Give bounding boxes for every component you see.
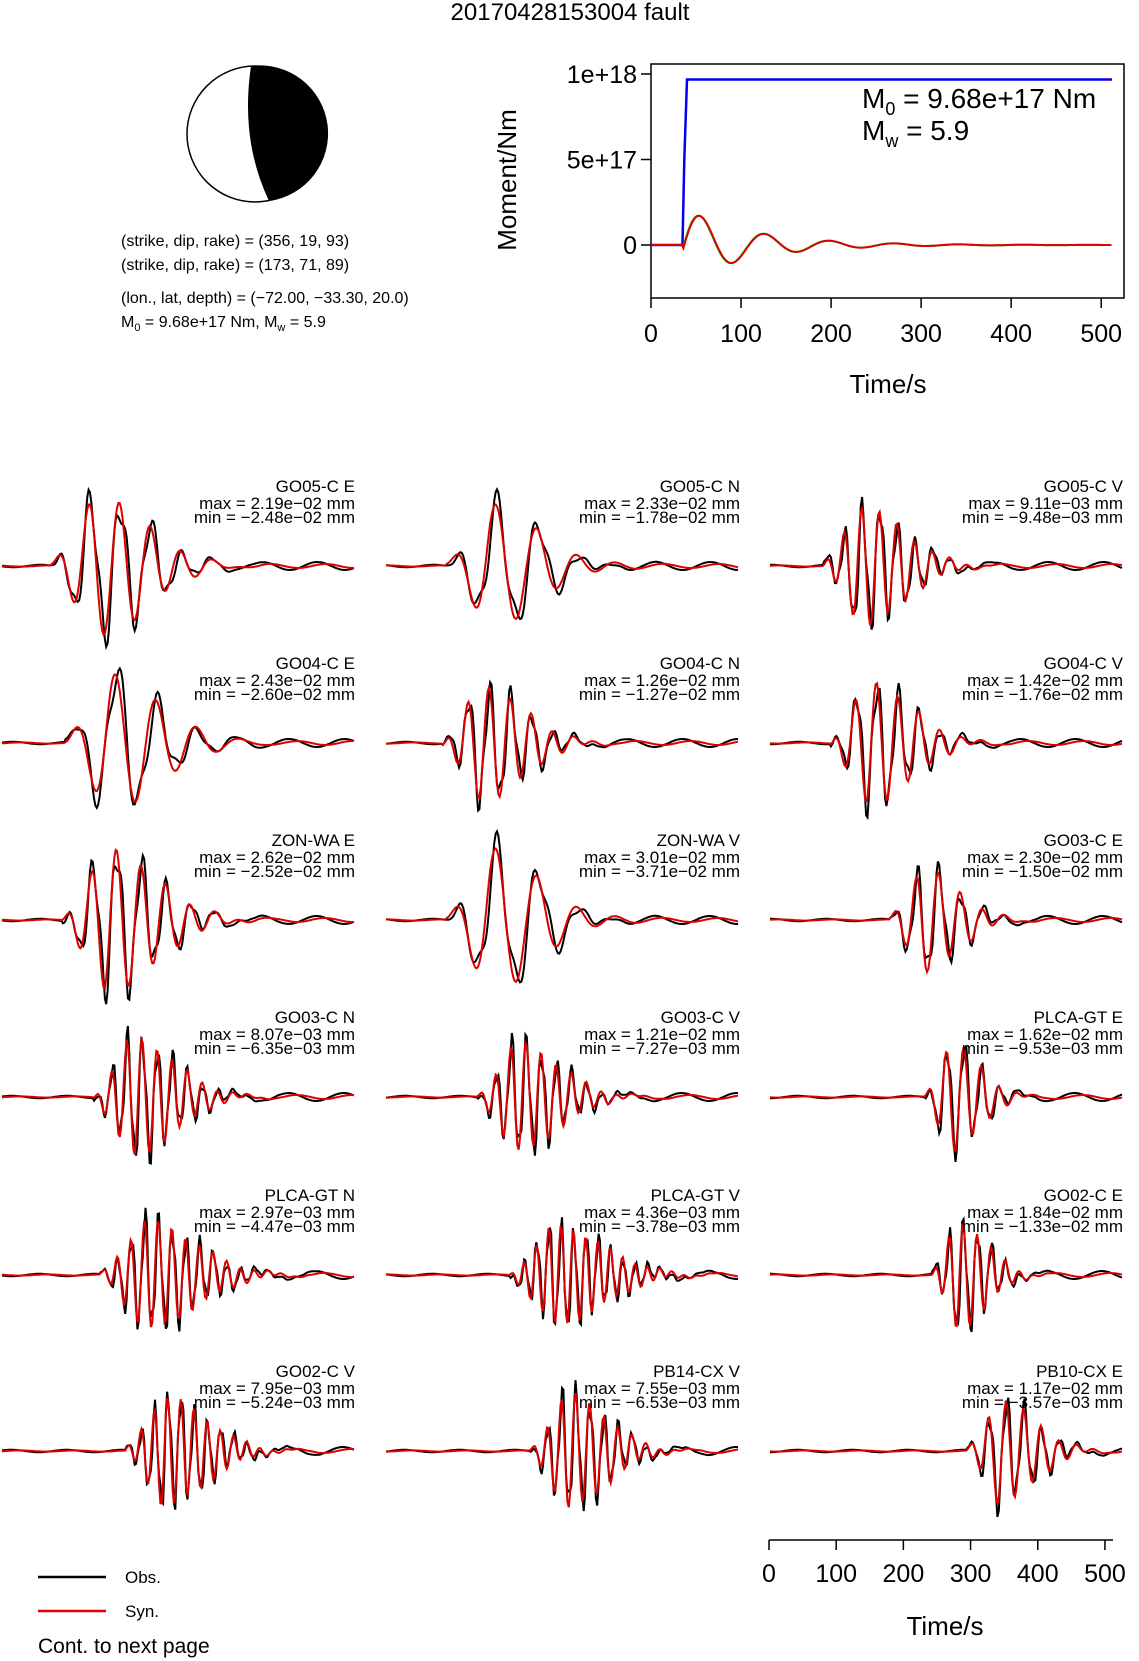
trace-max-label: max = 1.21e−02 mm xyxy=(584,1025,740,1044)
trace-max-label: max = 2.33e−02 mm xyxy=(584,494,740,513)
moment-m0-value: = 9.68e+17 Nm xyxy=(895,83,1097,114)
moment-xtick-label: 100 xyxy=(720,320,762,348)
mechanism-moment xyxy=(121,314,326,334)
trace-station-label: GO05-C N xyxy=(659,477,740,496)
time-axis-tick-label: 0 xyxy=(762,1560,776,1588)
trace-panel xyxy=(770,654,1124,817)
trace-panel xyxy=(770,477,1124,630)
moment-xtick-label: 0 xyxy=(644,320,658,348)
trace-panel xyxy=(386,1362,741,1511)
trace-panel xyxy=(2,1186,355,1332)
trace-station-label: GO05-C V xyxy=(1043,477,1123,496)
time-axis-tick-label: 500 xyxy=(1084,1560,1126,1588)
trace-observed xyxy=(770,1047,1122,1162)
trace-synthetic xyxy=(770,1225,1122,1327)
trace-max-label: max = 9.11e−03 mm xyxy=(968,494,1123,513)
moment-mw-subscript: w xyxy=(885,131,899,151)
trace-min-label: min = −1.78e−02 mm xyxy=(578,508,740,527)
trace-synthetic xyxy=(2,1221,354,1327)
trace-panel xyxy=(2,654,355,808)
waveform-time-axis xyxy=(762,1540,1126,1588)
trace-station-label: GO03-C V xyxy=(660,1008,740,1027)
trace-min-label: min = −3.71e−02 mm xyxy=(578,862,740,881)
trace-station-label: GO03-C E xyxy=(1043,831,1123,850)
trace-panel xyxy=(2,831,355,1004)
trace-max-label: max = 7.55e−03 mm xyxy=(584,1379,740,1398)
trace-panel xyxy=(770,831,1123,972)
trace-max-label: max = 3.01e−02 mm xyxy=(584,848,740,867)
trace-station-label: PLCA-GT N xyxy=(264,1186,355,1205)
trace-min-label: min = −2.60e−02 mm xyxy=(193,685,355,704)
trace-max-label: max = 1.62e−02 mm xyxy=(967,1025,1123,1044)
moment-xtick-label: 300 xyxy=(900,320,942,348)
moment-xtick-label: 500 xyxy=(1080,320,1123,348)
trace-max-label: max = 2.62e−02 mm xyxy=(199,848,355,867)
trace-station-label: GO04-C N xyxy=(659,654,740,673)
trace-station-label: GO03-C N xyxy=(274,1008,355,1027)
trace-max-label: max = 2.30e−02 mm xyxy=(967,848,1123,867)
mechanism-plane2: (strike, dip, rake) = (173, 71, 89) xyxy=(121,257,350,274)
trace-max-label: max = 1.84e−02 mm xyxy=(967,1203,1123,1222)
trace-panel xyxy=(2,1008,355,1164)
moment-rate-line-1 xyxy=(651,216,1112,264)
trace-panel xyxy=(386,477,740,619)
trace-min-label: min = −5.24e−03 mm xyxy=(193,1393,355,1412)
time-axis-tick-label: 300 xyxy=(949,1560,992,1588)
trace-min-label: min = −9.48e−03 mm xyxy=(961,508,1123,527)
moment-m0-subscript: 0 xyxy=(885,99,896,119)
trace-min-label: min = −7.27e−03 mm xyxy=(578,1039,740,1058)
trace-panel xyxy=(770,1008,1123,1162)
moment-m0-symbol: M xyxy=(862,83,886,114)
trace-max-label: max = 2.97e−03 mm xyxy=(199,1203,355,1222)
trace-station-label: ZON-WA V xyxy=(656,831,740,850)
moment-rate-line-2 xyxy=(651,216,1112,263)
trace-station-label: GO04-C E xyxy=(275,654,355,673)
trace-station-label: GO02-C V xyxy=(275,1362,355,1381)
trace-min-label: min = −3.78e−03 mm xyxy=(578,1217,740,1236)
trace-panel xyxy=(2,1362,356,1510)
time-axis-tick-label: 400 xyxy=(1016,1560,1059,1588)
moment-mw-symbol: M xyxy=(862,115,886,146)
trace-synthetic xyxy=(386,1043,738,1150)
moment-xtick-label: 400 xyxy=(990,320,1033,348)
trace-min-label: min = −2.48e−02 mm xyxy=(193,508,355,527)
trace-station-label: PB10-CX E xyxy=(1036,1362,1123,1381)
moment-chart xyxy=(492,61,1124,399)
trace-min-label: min = −1.76e−02 mm xyxy=(961,685,1123,704)
time-axis-tick-label: 200 xyxy=(882,1560,925,1588)
mw-subscript: w xyxy=(277,322,286,334)
trace-min-label: min = −6.53e−03 mm xyxy=(578,1393,740,1412)
moment-ylabel: Moment/Nm xyxy=(492,109,522,251)
trace-min-label: min = −1.33e−02 mm xyxy=(961,1217,1123,1236)
trace-min-label: min = −3.57e−03 mm xyxy=(961,1393,1123,1412)
moment-xtick-label: 200 xyxy=(810,320,852,348)
trace-station-label: GO02-C E xyxy=(1043,1186,1123,1205)
trace-panel xyxy=(386,1186,741,1325)
trace-station-label: GO05-C E xyxy=(275,477,355,496)
moment-ytick-label: 1e+18 xyxy=(566,61,637,89)
trace-min-label: min = −1.27e−02 mm xyxy=(578,685,740,704)
trace-min-label: min = −6.35e−03 mm xyxy=(193,1039,355,1058)
legend xyxy=(38,1568,161,1621)
moment-text: = 9.68e+17 Nm, M xyxy=(140,314,278,331)
legend-syn-label: Syn. xyxy=(125,1602,160,1621)
trace-min-label: min = −2.52e−02 mm xyxy=(193,862,355,881)
figure-title: 20170428153004 fault xyxy=(450,0,690,26)
trace-max-label: max = 2.19e−02 mm xyxy=(199,494,355,513)
trace-panel xyxy=(386,831,741,982)
trace-station-label: GO04-C V xyxy=(1043,654,1123,673)
trace-synthetic xyxy=(386,1226,738,1323)
trace-max-label: max = 8.07e−03 mm xyxy=(199,1025,355,1044)
trace-panel xyxy=(2,477,355,647)
waveform-grid xyxy=(2,477,1124,1517)
trace-panel xyxy=(386,1008,741,1156)
trace-station-label: ZON-WA E xyxy=(271,831,355,850)
trace-station-label: PLCA-GT E xyxy=(1033,1008,1123,1027)
moment-mw-value: = 5.9 xyxy=(898,115,970,146)
trace-max-label: max = 1.26e−02 mm xyxy=(584,671,740,690)
moment-xlabel: Time/s xyxy=(849,369,927,399)
trace-max-label: max = 2.43e−02 mm xyxy=(199,671,355,690)
trace-station-label: PLCA-GT V xyxy=(650,1186,740,1205)
trace-synthetic xyxy=(386,688,738,798)
trace-max-label: max = 7.95e−03 mm xyxy=(199,1379,355,1398)
mw-text: = 5.9 xyxy=(285,314,326,331)
trace-panel xyxy=(770,1186,1123,1332)
waveform-xlabel: Time/s xyxy=(906,1611,984,1641)
moment-ytick-label: 0 xyxy=(623,232,637,260)
m0-symbol: M xyxy=(121,314,135,331)
mechanism-location: (lon., lat, depth) = (−72.00, −33.30, 20.0) xyxy=(121,290,409,307)
mechanism-plane1: (strike, dip, rake) = (356, 19, 93) xyxy=(121,233,350,250)
trace-min-label: min = −1.50e−02 mm xyxy=(961,862,1123,881)
m0-subscript: 0 xyxy=(134,322,141,334)
moment-annotation-mw xyxy=(862,115,969,151)
trace-min-label: min = −4.47e−03 mm xyxy=(193,1217,355,1236)
moment-annotation-m0 xyxy=(862,83,1096,119)
footer-note: Cont. to next page xyxy=(38,1635,210,1658)
trace-station-label: PB14-CX V xyxy=(653,1362,740,1381)
trace-panel xyxy=(386,654,740,811)
time-axis-tick-label: 100 xyxy=(815,1560,858,1588)
legend-obs-label: Obs. xyxy=(125,1568,161,1587)
trace-max-label: max = 1.17e−02 mm xyxy=(967,1379,1123,1398)
beach-ball xyxy=(187,65,328,202)
trace-panel xyxy=(770,1362,1123,1517)
trace-min-label: min = −9.53e−03 mm xyxy=(961,1039,1123,1058)
trace-max-label: max = 1.42e−02 mm xyxy=(967,671,1123,690)
moment-ytick-label: 5e+17 xyxy=(566,146,637,175)
trace-max-label: max = 4.36e−03 mm xyxy=(584,1203,740,1222)
